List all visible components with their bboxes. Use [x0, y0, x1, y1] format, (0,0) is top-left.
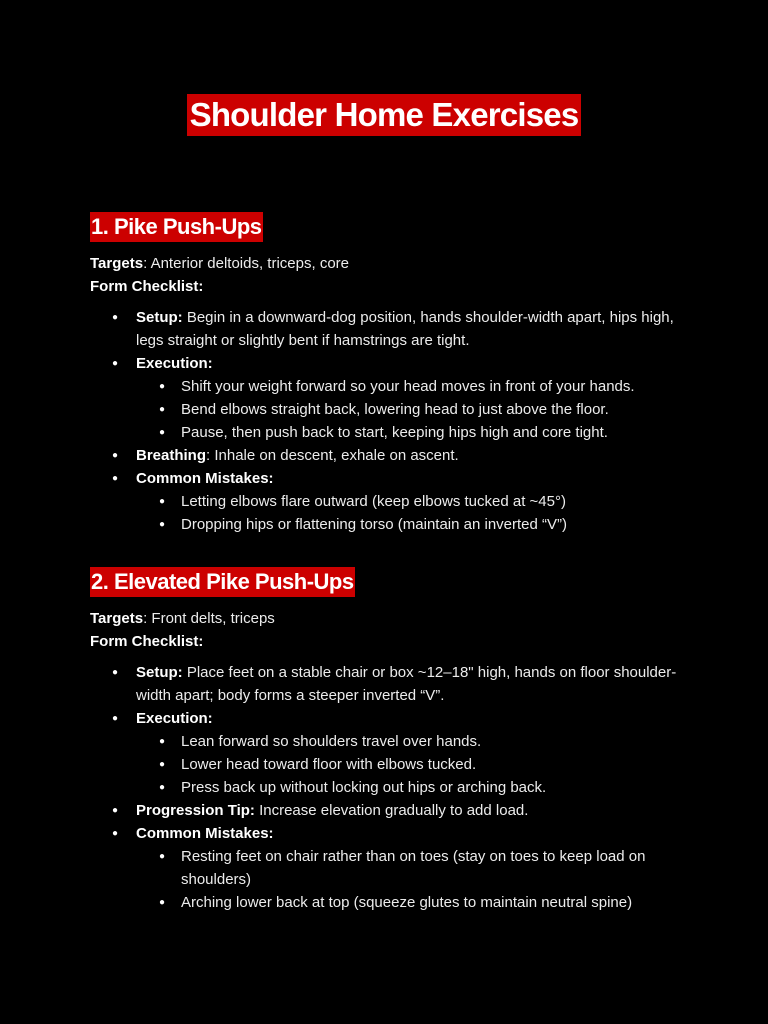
- progression-tip-text: Increase elevation gradually to add load.: [254, 802, 529, 819]
- list-item: ● Arching lower back at top (squeeze glutes to maintain neutral spine): [136, 891, 690, 914]
- mistakes-label: Common Mistakes:: [136, 470, 274, 487]
- targets-label: Targets: [90, 255, 144, 272]
- list-item: ● Letting elbows flare outward (keep elbows tucked at ~45°): [136, 490, 690, 513]
- title-container: [0, 94, 768, 136]
- section-heading: 1. Pike Push-Ups: [90, 212, 263, 242]
- exercise-section-pike-push-ups: [90, 212, 690, 536]
- setup-label: Setup:: [136, 664, 183, 681]
- list-item-common-mistakes: [90, 467, 690, 536]
- list-item: ● Lower head toward floor with elbows tucked.: [136, 753, 690, 776]
- breathing-label: Breathing: [136, 447, 207, 464]
- targets-line: [90, 607, 690, 630]
- breathing-text: : Inhale on descent, exhale on ascent.: [206, 447, 459, 464]
- list-item-setup: [90, 661, 690, 707]
- list-item: ● Pause, then push back to start, keeping hips high and core tight.: [136, 421, 690, 444]
- checklist: [90, 661, 690, 914]
- setup-label: Setup:: [136, 309, 183, 326]
- list-item: ● Press back up without locking out hips or arching back.: [136, 776, 690, 799]
- list-item-execution: [90, 352, 690, 444]
- execution-steps: [136, 730, 690, 799]
- list-item-execution: [90, 707, 690, 799]
- list-item: ● Bend elbows straight back, lowering head to just above the floor.: [136, 398, 690, 421]
- execution-label: Execution:: [136, 355, 213, 372]
- list-item: ● Lean forward so shoulders travel over hands.: [136, 730, 690, 753]
- form-checklist-label: Form Checklist:: [90, 633, 204, 650]
- targets-label: Targets: [90, 610, 144, 627]
- targets-value: : Front delts, triceps: [143, 610, 275, 627]
- form-checklist-label: Form Checklist:: [90, 278, 204, 295]
- list-item-common-mistakes: [90, 822, 690, 914]
- list-item-breathing: [90, 444, 690, 467]
- checklist: [90, 306, 690, 536]
- page-title: Shoulder Home Exercises: [187, 94, 582, 136]
- mistakes-list: [136, 490, 690, 536]
- targets-value: : Anterior deltoids, triceps, core: [143, 255, 350, 272]
- progression-tip-label: Progression Tip:: [136, 802, 255, 819]
- section-heading: 2. Elevated Pike Push-Ups: [90, 567, 355, 597]
- list-item: ● Shift your weight forward so your head moves in front of your hands.: [136, 375, 690, 398]
- list-item-progression-tip: [90, 799, 690, 822]
- execution-label: Execution:: [136, 710, 213, 727]
- mistakes-list: [136, 845, 690, 914]
- execution-steps: [136, 375, 690, 444]
- setup-text: Begin in a downward-dog position, hands shoulder-width apart, hips high, legs straight or slightly bent if hamstrings are tight.: [136, 309, 674, 349]
- mistakes-label: Common Mistakes:: [136, 825, 274, 842]
- list-item: ● Resting feet on chair rather than on toes (stay on toes to keep load on shoulders): [136, 845, 690, 891]
- list-item: ● Dropping hips or flattening torso (maintain an inverted “V”): [136, 513, 690, 536]
- targets-line: [90, 252, 690, 275]
- list-item-setup: [90, 306, 690, 352]
- setup-text: Place feet on a stable chair or box ~12–18" high, hands on floor shoulder-width apart; body forms a steeper inverted “V”.: [136, 664, 677, 704]
- exercise-section-elevated-pike-push-ups: [90, 567, 690, 914]
